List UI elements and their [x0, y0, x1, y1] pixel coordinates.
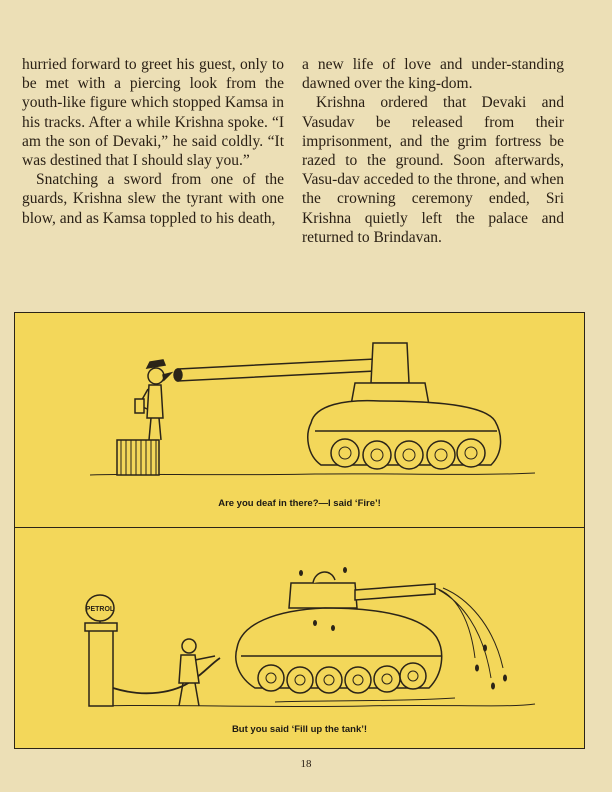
- cartoon-caption: Are you deaf in there?—I said ‘Fire’!: [218, 498, 381, 509]
- paragraph: hurried forward to greet his guest, only to be met with a piercing look from the youth-like figure which stopped Kamsa in his tracks. After a while Krishna spoke. “I am the son of Devaki,” he said coldly. “It was destined that I should slay you.”: [22, 56, 284, 170]
- paragraph: a new life of love and under-standing dawned over the king-dom.: [302, 56, 564, 93]
- pump-label: PETROL: [85, 606, 115, 613]
- tank-cartoon-illustration: [15, 313, 584, 528]
- paragraph: Krishna ordered that Devaki and Vasudav be released from their imprisonment, and the grim fortress be razed to the ground. Soon afterwards, Vasu-dav acceded to the throne, and when the crowning ceremony ended, Sri Krishna quietly left the palace and returned to Brindavan.: [302, 94, 564, 246]
- paragraph: Snatching a sword from one of the guards, Krishna slew the tyrant with one blow, and as Kamsa toppled to his death,: [22, 171, 284, 227]
- cartoon-panel-1: [14, 312, 585, 529]
- cartoon-panel-2: [14, 527, 585, 749]
- text-column-right: [302, 55, 564, 247]
- tank-cartoon-illustration: [15, 528, 584, 748]
- page-number: 18: [300, 758, 312, 770]
- text-column-left: [22, 55, 284, 228]
- cartoon-caption: But you said ‘Fill up the tank’!: [231, 724, 368, 735]
